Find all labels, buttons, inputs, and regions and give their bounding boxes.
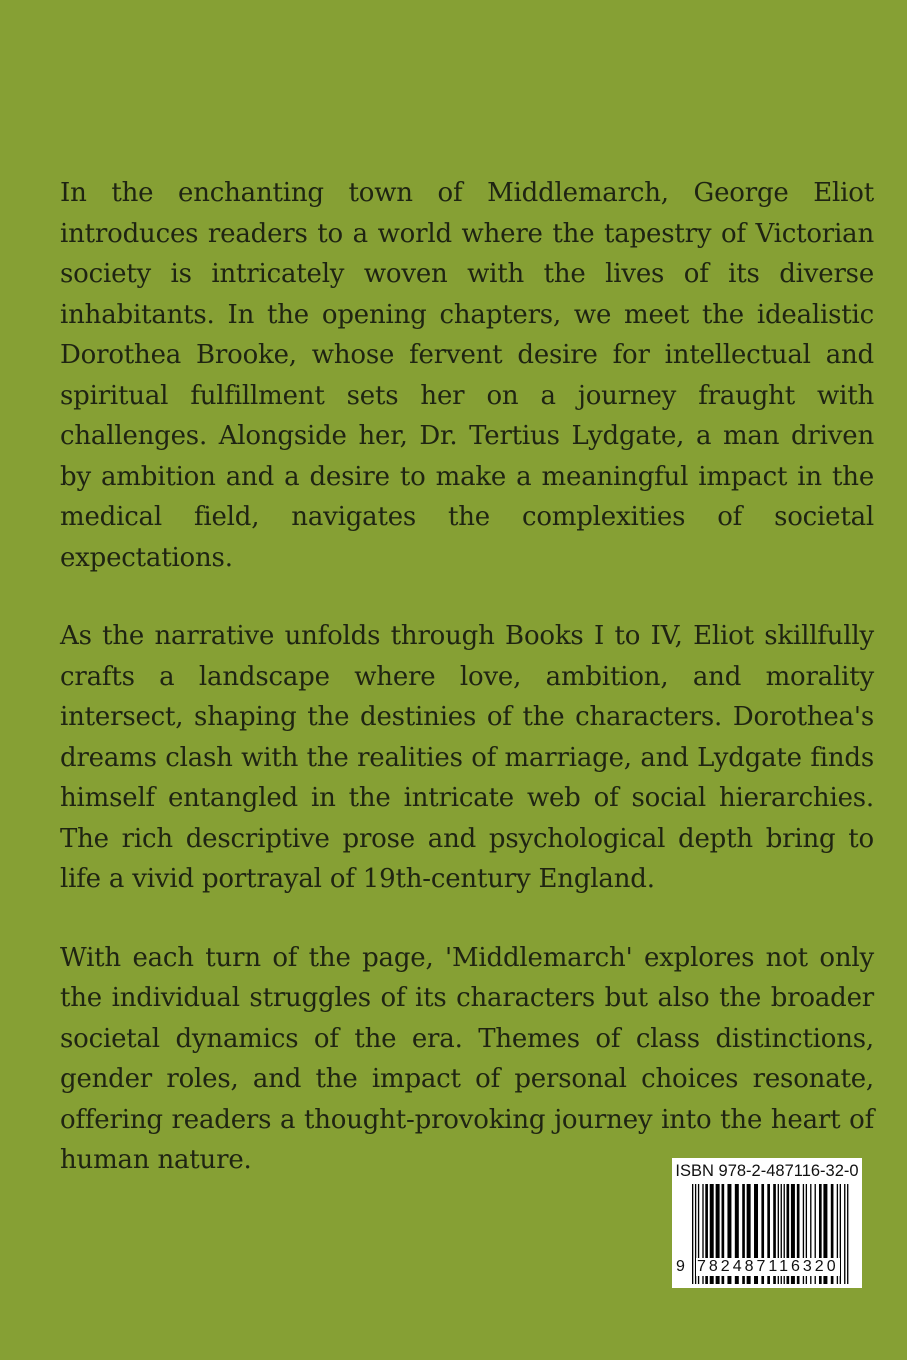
blurb-paragraph-2: As the narrative unfolds through Books I to IV, Eliot skillfully crafts a landscape where love, ambition, and morality intersect, shaping the destinies of the characters. Dorothea's dreams clash with the realities of marriage, and Lydgate finds himself entangled in the intricate web of social hierarchies. The rich descriptive prose and psychological depth bring to life a vivid portrayal of 19th-century England. [60,621,874,894]
book-blurb [60,173,874,1219]
isbn-label: ISBN 978-2-487116-32-0 [675,1162,859,1180]
barcode-bar [692,1184,693,1284]
barcode-lead-digit: 9 [676,1258,688,1275]
blurb-paragraph-1: In the enchanting town of Middlemarch, George Eliot introduces readers to a world where the tapestry of Victorian society is intricately woven with the lives of its diverse inhabitants. In the opening chapters, we meet the idealistic Dorothea Brooke, whose fervent desire for intellectual and spiritual fulfillment sets her on a journey fraught with challenges. Alongside her, Dr. Tertius Lydgate, a man driven by ambition and a desire to make a meaningful impact in the medical field, navigates the complexities of societal expectations. [60,178,874,573]
isbn-barcode [672,1158,862,1288]
barcode-bar [844,1184,845,1284]
barcode-number: 782487116320 [697,1258,839,1275]
barcode-bar [840,1184,841,1284]
barcode-bar [847,1184,848,1284]
blurb-paragraph-3: With each turn of the page, 'Middlemarch' explores not only the individual struggles of its characters but also the broader societal dynamics of the era. Themes of class distinctions, gender roles, and the impact of personal choices resonate, offering readers a thought-provoking journey into the heart of human nature. [60,942,874,1175]
